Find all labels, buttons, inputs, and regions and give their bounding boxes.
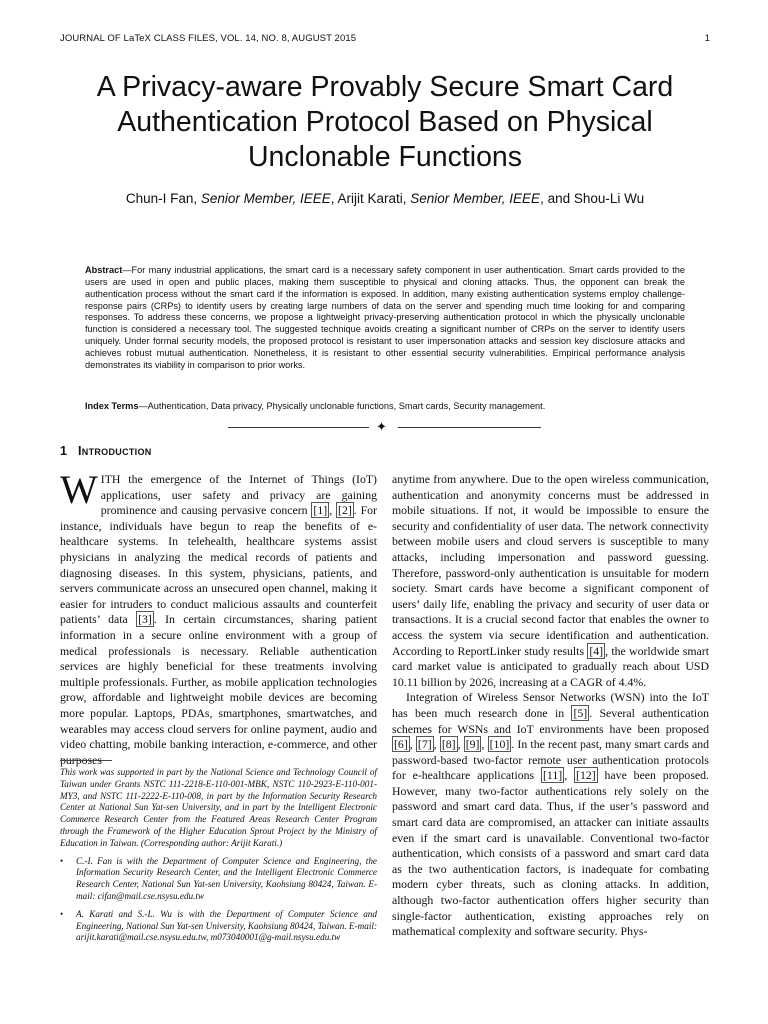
citation-link[interactable]: [6] <box>394 737 408 752</box>
footnotes <box>60 767 377 950</box>
title-line-2: Authentication Protocol Based on Physical <box>117 106 653 138</box>
text-run: anytime from anywhere. Due to the open wireless communication, authentication and anonymity concerns must be addressed in mobile situations. If not, it would be impossible to ensure the security and confidentiality of user data. The network connectivity between mobile users and cloud servers is susceptible to many attacks, including impersonation and password guessing. Therefore, password-only authentication is unsuitable for modern society. Smart cards have become a significant component of users’ daily life, enabling the privacy and security of user data or transactions. It is a crucial second factor that enables the owner to access the system via secure identification and authentication. According to ReportLinker study results <box>392 472 709 658</box>
section-divider <box>0 419 768 435</box>
separator: , <box>409 737 416 752</box>
bullet-icon: • <box>60 908 64 919</box>
citation-link[interactable]: [12] <box>576 768 596 783</box>
divider-rule-right <box>398 427 541 428</box>
separator: , <box>564 768 575 783</box>
author-1-name: Chun-I Fan, <box>125 191 201 206</box>
affiliation-list <box>60 856 377 945</box>
citation-link[interactable]: [3] <box>138 612 152 627</box>
citation-link[interactable]: [2] <box>338 503 352 518</box>
index-terms-text: —Authentication, Data privacy, Physically unclonable functions, Smart cards, Security management. <box>138 401 546 411</box>
divider-diamond-icon: ✦ <box>376 419 387 434</box>
author-3-name: , and Shou-Li Wu <box>540 191 645 206</box>
citation-link[interactable]: [1] <box>313 503 328 518</box>
text-run: . In certain circumstances, sharing patient information in a secure online environment with a group of medical professionals is necessary. Reliable authentication services are highly beneficial for these treatments involving multiple professionals. Further, as mobile application technologies grow, affordable and lightweight mobile devices are becoming more popular. Laptops, PDAs, smartphones, smartwatches, and wearables may access cloud servers for online payment, audio and video chatting, mobile banking interaction, e-commerce, and other purposes <box>60 612 377 767</box>
abstract-label: Abstract <box>85 265 123 275</box>
citation-link[interactable]: [5] <box>573 705 588 720</box>
abstract-text: —For many industrial applications, the smart card is a necessary safety component in user authentication. Smart cards provided to the users are used in open and public places, making them susceptible to physical and cloning attacks. Thus, the opponent can break the authentication process without the smart card if the information is exposed. In addition, many existing authentication systems employ challenge-response pairs (CRPs) to identify users by creating large numbers of data on the server and spending much time looking for and comparing responses. To address these concerns, we propose a lightweight privacy-preserving authentication protocol in which the physically unclonable function is considered a necessary tool. The suggested technique avoids creating a significant number of CRPs on the server to identify users uniquely. Under formal security models, the proposed protocol is resistant to user impersonation attacks and session key disclosure attacks and achieves robust mutual authentication. Nonetheless, it is resistant to other essential security vulnerabilities. Empirical performance analysis demonstrates its viability in comparison to prior works. <box>85 265 685 370</box>
index-terms <box>85 400 685 412</box>
text-run: . Several authentication schemes for WSNs and IoT environments have been proposed <box>392 705 710 736</box>
affiliation-item <box>60 856 377 903</box>
intro-paragraph-3 <box>392 690 709 940</box>
affiliation-text: A. Karati and S.-L. Wu is with the Department of Computer Science and Engineering, National Sun Yat-sen University, Kaohsiung 80424, Taiwan. E-mail: arijit.karati@mail.cse.nsysu.edu.tw, m073040001@g-mail.nsysu.edu.tw <box>76 908 377 943</box>
separator: , <box>329 503 337 518</box>
separator: , <box>481 737 488 752</box>
citation-link[interactable]: [7] <box>417 737 432 752</box>
text-run: . For instance, individuals have begun to reap the benefits of e-healthcare systems. In telehealth, healthcare systems assist physicians in analyzing the medical records of patients and diagnosing diseases. In this system, physicians, patients, and servers communicate across an unsecured open channel, making it easier for intruders to conduct malicious assaults and counterfeit patients’ data <box>60 503 377 627</box>
bullet-icon: • <box>60 855 64 866</box>
section-title: Introduction <box>78 444 152 458</box>
title-line-1: A Privacy-aware Provably Secure Smart Card <box>96 71 674 103</box>
journal-name: JOURNAL OF LaTeX CLASS FILES, VOL. 14, NO. 8, AUGUST 2015 <box>60 33 357 44</box>
abstract <box>85 265 685 372</box>
citation-link[interactable]: [4] <box>589 643 604 658</box>
index-terms-label: Index Terms <box>85 401 139 411</box>
author-1-role: Senior Member, IEEE <box>200 191 331 206</box>
citation-link[interactable]: [9] <box>465 737 480 752</box>
author-2-role: Senior Member, IEEE <box>410 191 541 206</box>
left-column <box>60 467 377 768</box>
section-heading <box>60 444 152 458</box>
title-line-3: Unclonable Functions <box>247 141 523 173</box>
citation-link[interactable]: [11] <box>542 768 563 783</box>
intro-paragraph-2 <box>392 472 709 690</box>
citation-link[interactable]: [10] <box>489 737 510 752</box>
page-number: 1 <box>704 33 710 44</box>
separator: , <box>433 737 440 752</box>
drop-cap: W <box>60 467 98 512</box>
intro-paragraph-1 <box>60 467 377 768</box>
footnote-rule <box>60 760 112 761</box>
section-number: 1 <box>60 444 67 458</box>
divider-rule-left <box>228 427 369 428</box>
citation-link[interactable]: [8] <box>441 737 456 752</box>
text-run: have been proposed. However, many two-factor authentications rely solely on the password and smart card data. Thus, if the user’s password and smart card data are compromised, an attacker can initiate assaults even if the smart card is unavailable. Conventional two-factor authentication, which consists of a password and smart card data as the two authentication factors, is inadequate for combating modern cyber threats, such as cloning attacks. In addition, although two-factor authentication offers higher security than single-factor authentication, existing approaches rely on mathematical complexity and software security. Phys- <box>392 768 709 939</box>
affiliation-text: C.-I. Fan is with the Department of Computer Science and Engineering, the Information Security Research Center, and the Intelligent Electronic Commerce Research Center, National Sun Yat-sen University, Kaohsiung 80424, Taiwan. E-mail: cifan@mail.cse.nsysu.edu.tw <box>76 855 377 901</box>
running-head <box>60 33 710 44</box>
text-run: . In the recent past, many smart cards and password-based two-factor remote user authentication protocols for e-healthcare applications <box>392 737 710 783</box>
separator: , <box>457 737 464 752</box>
author-list <box>40 191 730 206</box>
text-run: Integration of Wireless Sensor Networks (WSN) into the IoT has been much research done in <box>392 690 709 720</box>
funding-note: This work was supported in part by the National Science and Technology Council of Taiwan under Grants NSTC 111-2218-E-110-001-MBK, NSTC 110-2923-E-110-001-MY3, and NSTC 111-2222-E-110-008, in part by the Information Security Research Center at National Sun Yat-sen University, and in part by the Intelligent Electronic Commerce Research Center from the Featured Areas Research Center Program through the Framework of the Higher Education Sprout Project by the Ministry of Education in Taiwan. (Corresponding author: Arijit Karati.) <box>60 767 377 848</box>
affiliation-item <box>60 909 377 944</box>
right-column <box>392 472 709 940</box>
paper-title <box>40 70 730 175</box>
author-2-name: , Arijit Karati, <box>330 191 411 206</box>
text-run: ITH the emergence of the Internet of Things (IoT) applications, user safety and privacy are gaining prominence and causing pervasive concern <box>100 472 377 518</box>
text-run: , the worldwide smart card market value is anticipated to gradually reach about USD 10.11 billion by 2026, increasing at a CAGR of 4.4%. <box>392 643 710 689</box>
